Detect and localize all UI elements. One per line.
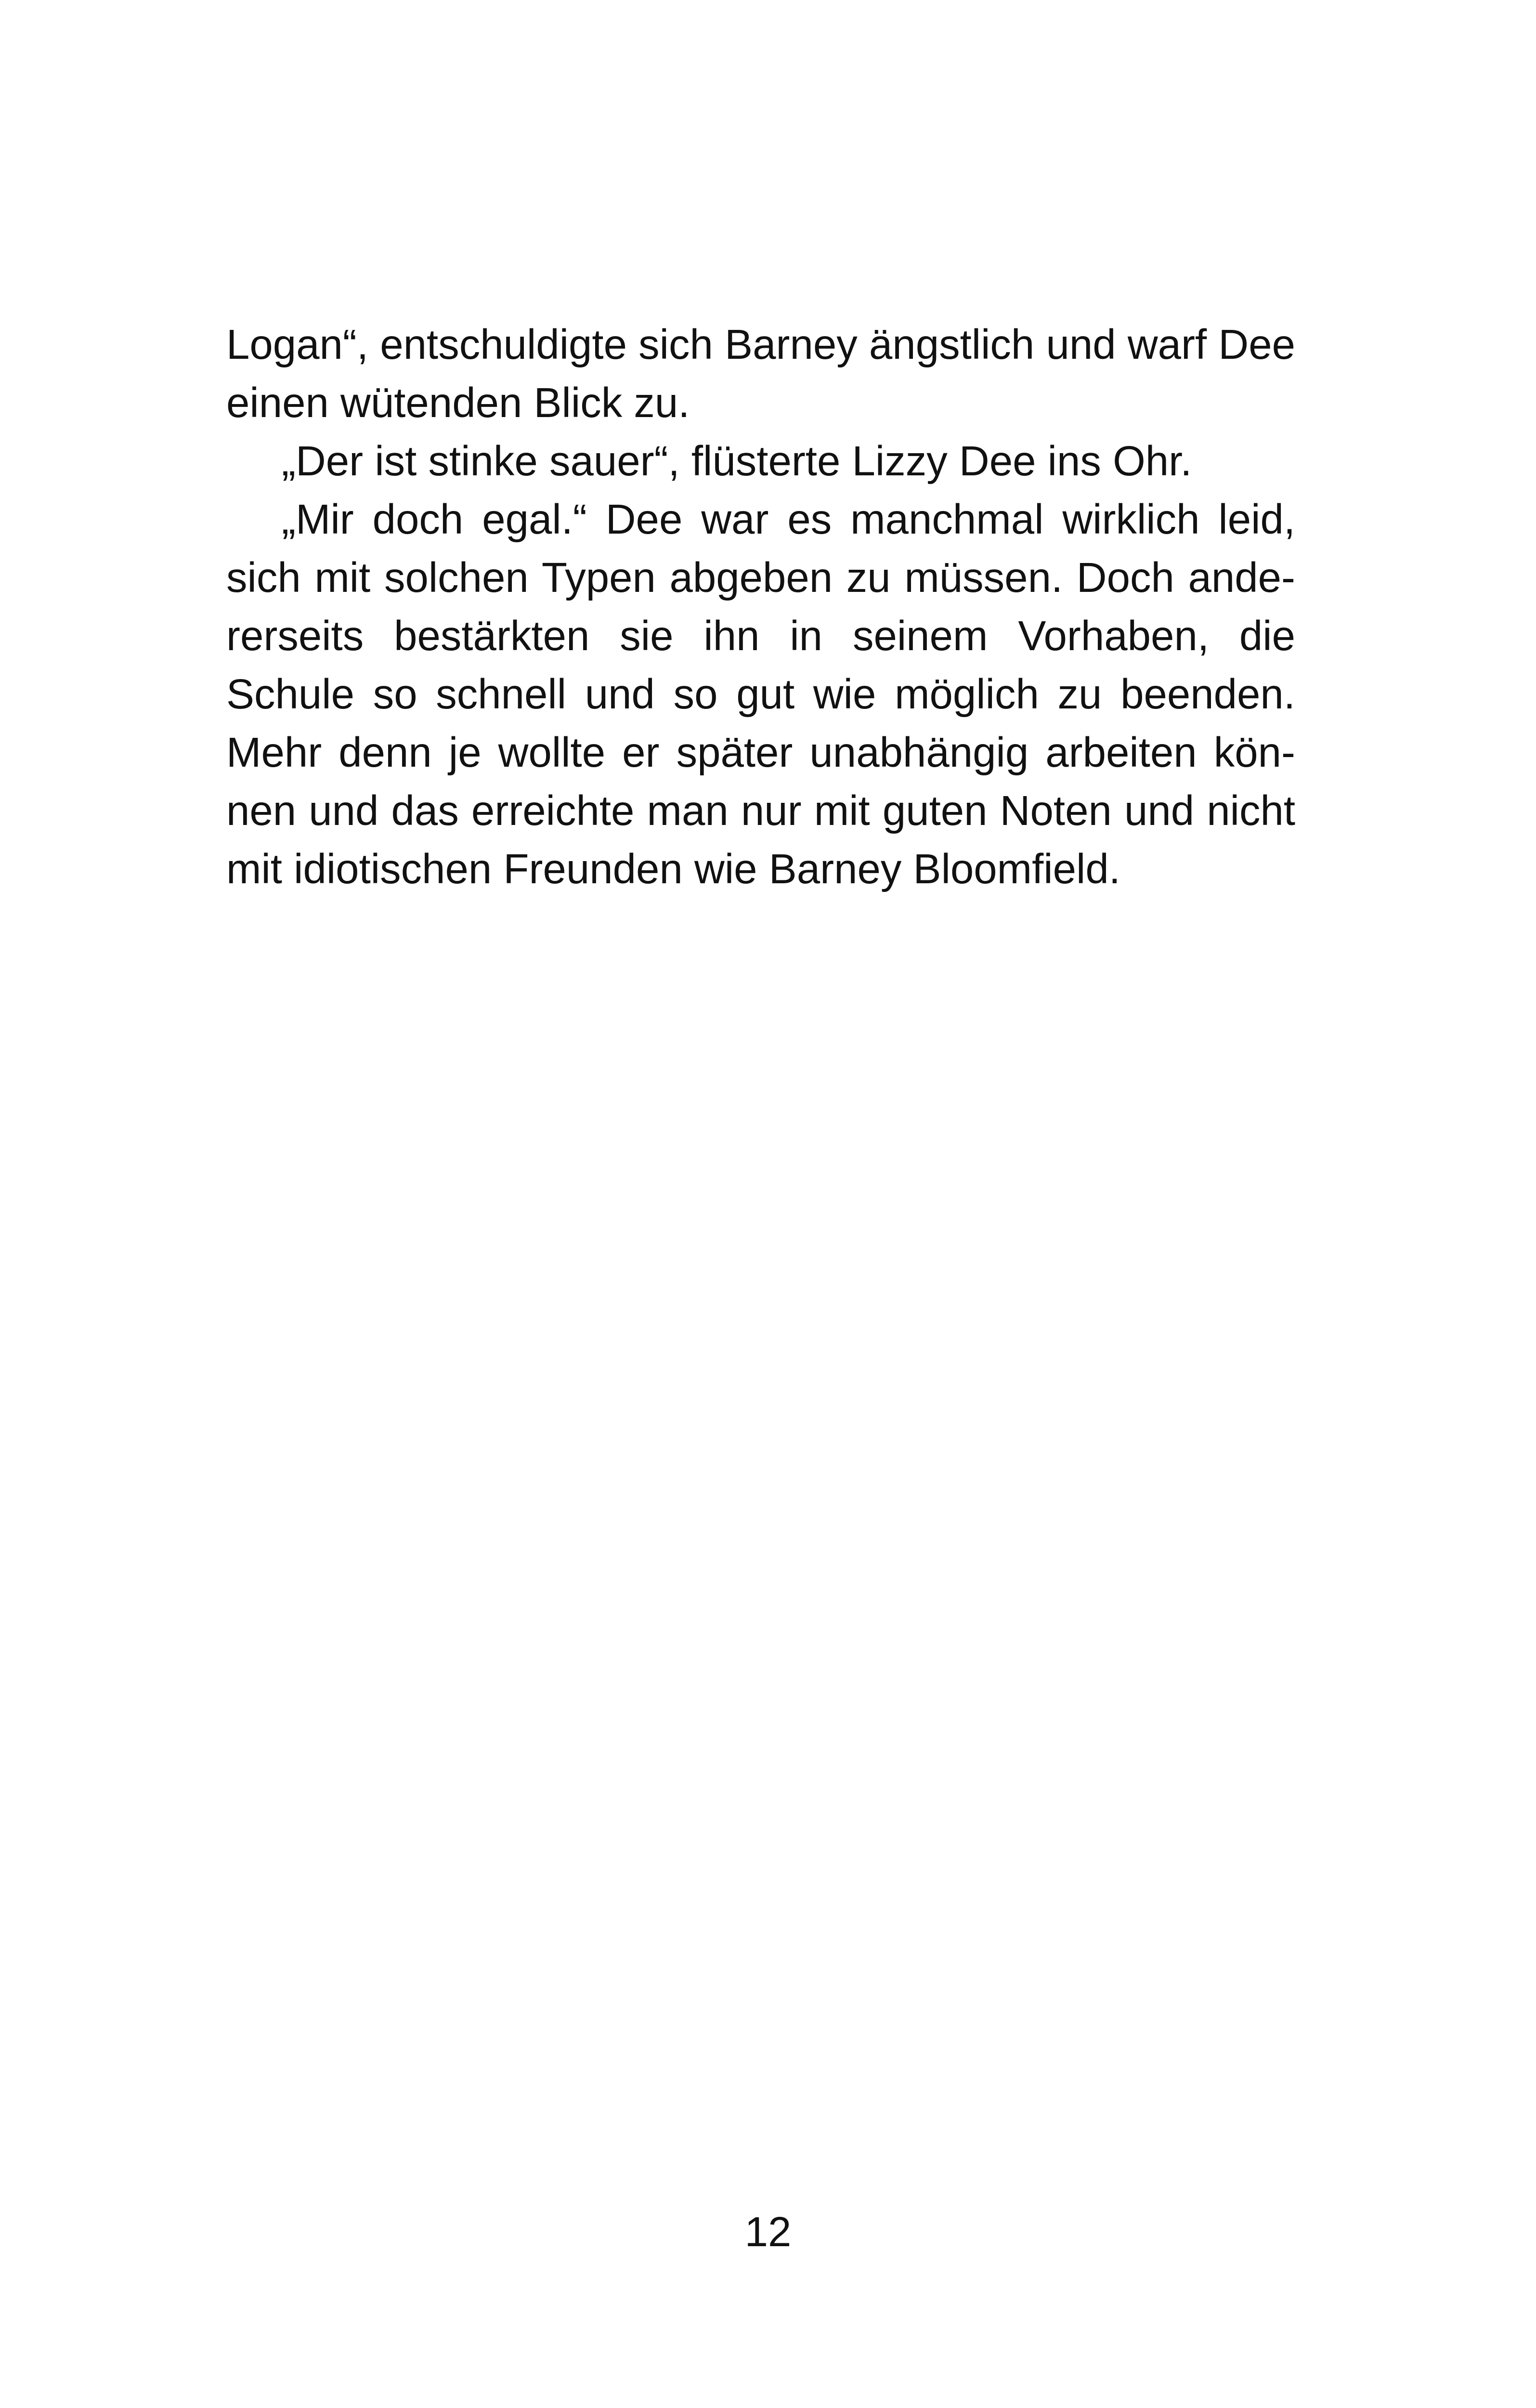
paragraph-1: Logan“, entschuldigte sich Barney ängstlich und warf Dee einen wütenden Blick zu.	[226, 321, 1295, 426]
paragraph-3: „Mir doch egal.“ Dee war es manchmal wirklich leid, sich mit solchen Typen abgeben zu müssen. Doch andererseits bestärkten sie ihn in seinem Vorhaben, die Schule so schnell und so gut wie möglich zu beenden. Mehr denn je wollte er später unabhängig arbeiten können und das erreichte man nur mit guten Noten und nicht mit idiotischen Freunden wie Barney Bloomfield.	[226, 496, 1295, 892]
page-number: 12	[744, 2209, 792, 2255]
body-text	[226, 315, 1295, 898]
paragraph-2: „Der ist stinke sauer“, flüsterte Lizzy Dee ins Ohr.	[282, 438, 1192, 484]
